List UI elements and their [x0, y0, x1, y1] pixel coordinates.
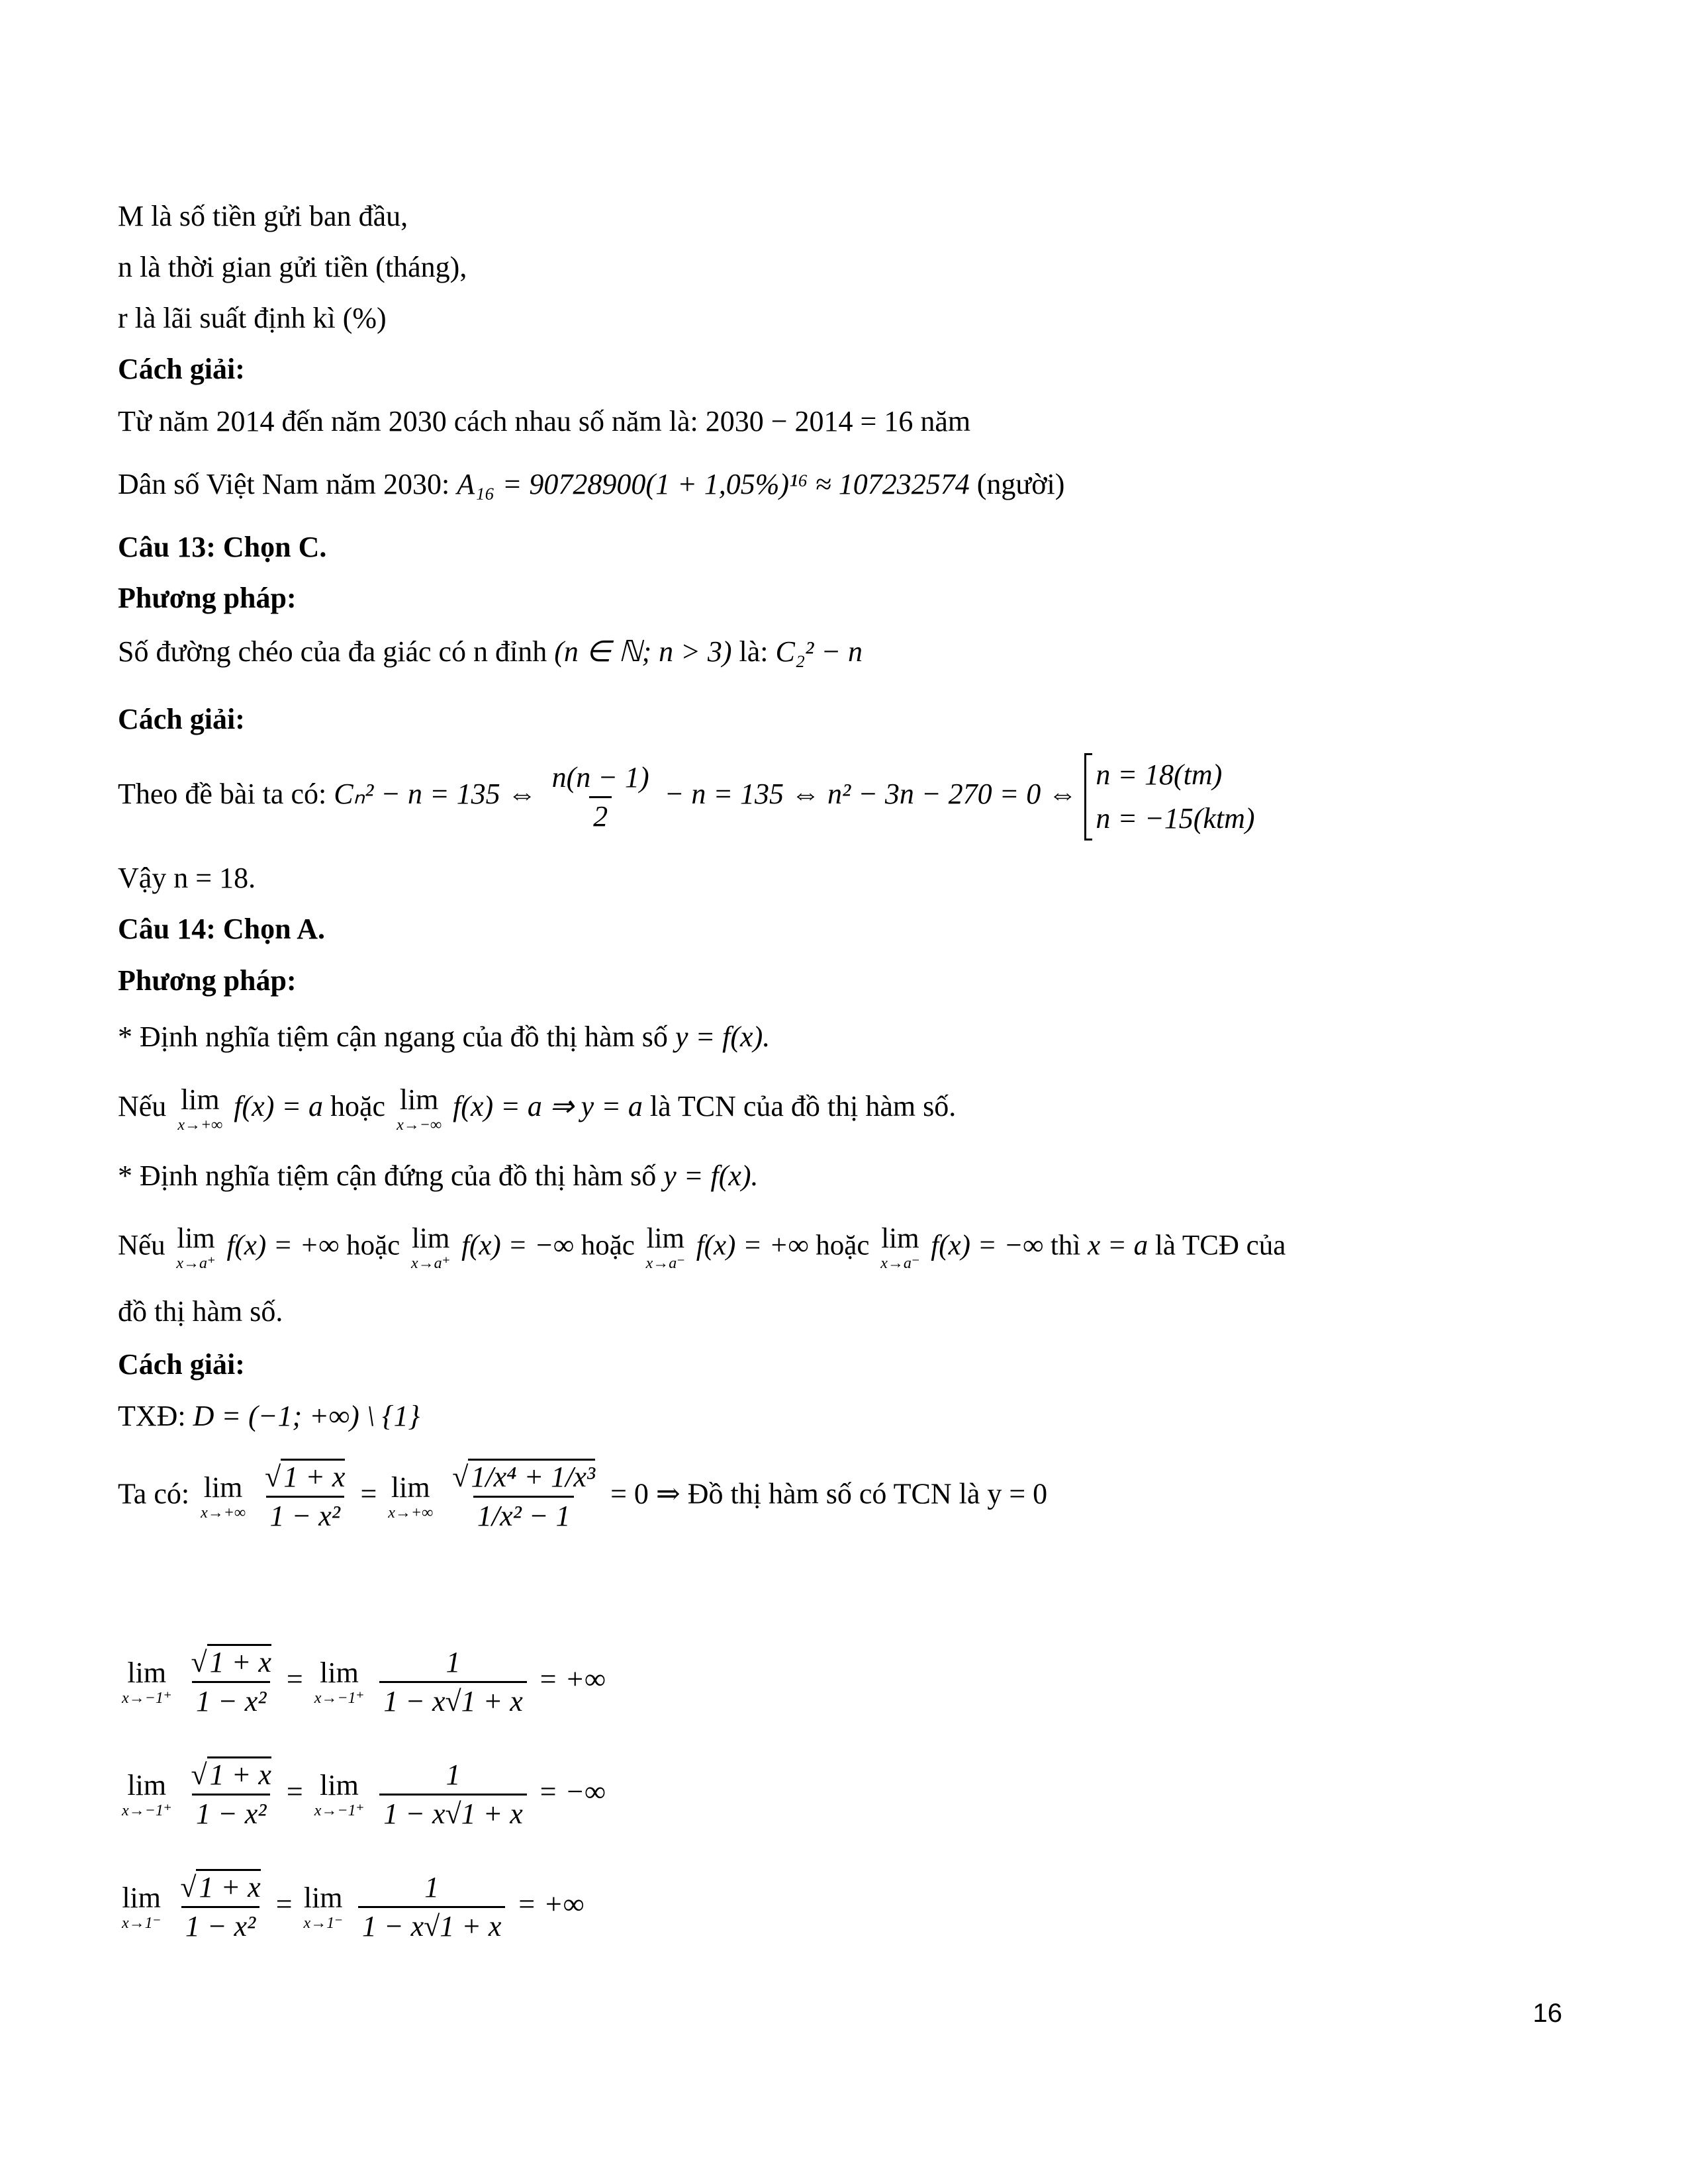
- ta-co-label: Ta có:: [118, 1477, 190, 1510]
- lim-label: lim: [203, 1471, 243, 1504]
- limit-e1-fraction-2: [379, 1648, 527, 1716]
- line-limit-minus1-plus-a: [118, 1648, 606, 1716]
- tcn-f2: f(x) = a ⇒ y = a: [453, 1090, 643, 1123]
- tcd-lim-2: [411, 1224, 450, 1271]
- limit-e3-a: [122, 1881, 162, 1932]
- tcd-hoac-3: hoặc: [816, 1230, 870, 1261]
- lim-label: lim: [399, 1083, 439, 1116]
- lim-label: lim: [127, 1768, 167, 1801]
- heading-cach-giai-3: Cách giải:: [118, 1348, 245, 1381]
- tcn-f1: f(x) = a: [234, 1090, 324, 1123]
- lim-label: lim: [177, 1223, 215, 1254]
- case-2: n = −15(ktm): [1096, 802, 1255, 835]
- heading-phuong-phap-2: Phương pháp:: [118, 964, 297, 997]
- equation-cases: [1084, 753, 1254, 841]
- page-number: 16: [1532, 1999, 1562, 2028]
- years-math: 2030 − 2014 = 16: [705, 405, 914, 437]
- fraction-numerator: √1 + x: [261, 1463, 349, 1496]
- tcn-lim-1: [177, 1085, 222, 1133]
- line-limit-infinity: [118, 1463, 1047, 1531]
- sqrt-content: 1 + x: [281, 1459, 345, 1493]
- limit-e2-a: [122, 1768, 172, 1819]
- line-domain: [118, 1402, 420, 1431]
- limit-inf-result: = 0 ⇒ Đồ thị hàm số có TCN là y = 0: [610, 1477, 1048, 1510]
- fraction-numerator: 1: [424, 1871, 440, 1903]
- diagonals-la: là:: [739, 635, 769, 668]
- lim-sub: x→1⁻: [303, 1914, 343, 1932]
- heading-cau-13: Câu 13: Chọn C.: [118, 531, 327, 563]
- fraction-denominator: 1 − x²: [192, 1681, 270, 1716]
- limit-e1-b: [314, 1656, 365, 1707]
- lim-sub: x→a⁺: [176, 1255, 216, 1272]
- population-text: Dân số Việt Nam năm 2030:: [118, 468, 450, 500]
- lim-label: lim: [320, 1656, 359, 1689]
- lim-label: lim: [881, 1223, 919, 1254]
- tcn-end: là TCN của đồ thị hàm số.: [649, 1090, 957, 1123]
- tcd-lim-1: [176, 1224, 215, 1271]
- tcn-neu: Nếu: [118, 1090, 167, 1123]
- heading-cau-14: Câu 14: Chọn A.: [118, 913, 325, 945]
- line-conclusion-n: Vậy n = 18.: [118, 862, 256, 894]
- fraction-numerator: √1 + x: [176, 1873, 264, 1906]
- limit-inf-fraction-1: [261, 1463, 349, 1531]
- lim-sub: x→−∞: [397, 1116, 442, 1134]
- lim-label: lim: [391, 1471, 430, 1504]
- tcd-f3: f(x) = +∞: [696, 1230, 809, 1261]
- lim-label: lim: [303, 1881, 343, 1914]
- equals-sign: =: [360, 1477, 377, 1510]
- tcd-thi: thì: [1050, 1230, 1081, 1261]
- limit-inf-2: [388, 1473, 433, 1521]
- limit-e3-b: [303, 1881, 343, 1932]
- heading-cach-giai-2: Cách giải:: [118, 703, 245, 735]
- def-tcn-text: * Định nghĩa tiệm cận ngang của đồ thị hàm số: [118, 1021, 668, 1053]
- limit-e1-a: [122, 1656, 172, 1707]
- domain-math: D = (−1; +∞) \ {1}: [193, 1400, 420, 1432]
- fraction-denominator: 1 − x²: [181, 1906, 259, 1941]
- equals-sign: =: [275, 1888, 293, 1921]
- equation-part-a: Cₙ² − n = 135 ⇔: [334, 778, 537, 811]
- lim-label: lim: [122, 1881, 161, 1914]
- lim-label: lim: [320, 1768, 359, 1801]
- limit-e2-fraction-1: [187, 1760, 275, 1829]
- line-equation-solve: [118, 753, 1255, 841]
- equation-part-b: − n = 135 ⇔ n² − 3n − 270 = 0 ⇔: [664, 778, 1078, 811]
- fraction-numerator: √1 + x: [187, 1648, 275, 1681]
- fraction-denominator: 1/x² − 1: [473, 1496, 575, 1531]
- tcd-hoac-1: hoặc: [346, 1230, 400, 1261]
- fraction-denominator: 1 − x√1 + x: [379, 1794, 527, 1829]
- line-tcn-condition: [118, 1085, 956, 1133]
- tcd-end: là TCĐ của: [1154, 1230, 1286, 1261]
- tcd-lim-4: [880, 1224, 919, 1271]
- limit-e2-fraction-2: [379, 1760, 527, 1829]
- sqrt-content: 1 + x: [207, 1644, 271, 1678]
- lim-sub: x→+∞: [177, 1116, 223, 1134]
- tcd-lim-3: [646, 1224, 685, 1271]
- def-tcd-text: * Định nghĩa tiệm cận đứng của đồ thị hàm số: [118, 1160, 657, 1192]
- tcn-hoac: hoặc: [330, 1090, 386, 1123]
- lim-sub: x→a⁻: [645, 1255, 685, 1272]
- lim-label: lim: [180, 1083, 220, 1116]
- line-r-definition: r là lãi suất định kì (%): [118, 302, 387, 334]
- tcd-f2: f(x) = −∞: [461, 1230, 574, 1261]
- lim-label: lim: [646, 1223, 684, 1254]
- tcd-f1: f(x) = +∞: [226, 1230, 340, 1261]
- lim-sub: x→1⁻: [122, 1914, 162, 1932]
- equation-denominator: 2: [589, 796, 612, 831]
- tcd-neu: Nếu: [118, 1230, 165, 1261]
- limit-e3-fraction-2: [358, 1873, 506, 1941]
- lim-sub: x→+∞: [201, 1504, 246, 1522]
- line-n-definition: n là thời gian gửi tiền (tháng),: [118, 251, 467, 283]
- line-def-vertical-asymptote: [118, 1161, 759, 1191]
- sqrt-content: 1/x⁴ + 1/x³: [468, 1459, 595, 1493]
- line-tcd-continued: đồ thị hàm số.: [118, 1295, 283, 1328]
- line-diagonals-formula: [118, 637, 863, 666]
- sqrt-content: 1 + x: [207, 1756, 271, 1791]
- lim-sub: x→−1⁺: [122, 1801, 172, 1819]
- limit-e2-result: = −∞: [538, 1775, 606, 1808]
- lim-label: lim: [411, 1223, 450, 1254]
- tcd-f4: f(x) = −∞: [931, 1230, 1044, 1261]
- fraction-denominator: 1 − x²: [192, 1794, 270, 1829]
- line-limit-1-minus: [118, 1873, 584, 1941]
- heading-cach-giai-1: Cách giải:: [118, 353, 245, 385]
- fraction-denominator: 1 − x²: [266, 1496, 344, 1531]
- fraction-denominator: 1 − x√1 + x: [358, 1906, 506, 1941]
- equation-intro: Theo đề bài ta có:: [118, 778, 327, 811]
- fraction-denominator: 1 − x√1 + x: [379, 1681, 527, 1716]
- population-math: A₁₆ = 90728900(1 + 1,05%)¹⁶ ≈ 107232574: [457, 468, 970, 500]
- limit-inf-1: [201, 1473, 246, 1521]
- limit-e3-result: = +∞: [516, 1888, 585, 1921]
- line-years-difference: [118, 407, 970, 436]
- line-def-horizontal-asymptote: [118, 1023, 770, 1052]
- equation-fraction: [548, 760, 653, 833]
- lim-sub: x→a⁺: [411, 1255, 451, 1272]
- fraction-numerator: 1: [445, 1646, 461, 1678]
- case-1: n = 18(tm): [1096, 758, 1223, 791]
- heading-phuong-phap-1: Phương pháp:: [118, 582, 297, 614]
- diagonals-condition: (n ∈ ℕ; n > 3): [554, 635, 732, 668]
- fraction-numerator: 1: [445, 1758, 461, 1791]
- line-m-definition: M là số tiền gửi ban đầu,: [118, 200, 408, 232]
- line-limit-minus1-plus-b: [118, 1760, 606, 1829]
- tcd-hoac-2: hoặc: [581, 1230, 635, 1261]
- tcd-xa: x = a: [1088, 1230, 1149, 1261]
- limit-inf-fraction-2: [448, 1463, 599, 1531]
- tcn-lim-2: [397, 1085, 442, 1133]
- line-tcd-condition: [118, 1224, 1286, 1271]
- years-unit: năm: [920, 405, 971, 437]
- lim-sub: x→−1⁺: [122, 1689, 172, 1707]
- equation-numerator: n(n − 1): [551, 760, 649, 794]
- lim-sub: x→+∞: [388, 1504, 434, 1522]
- limit-e2-b: [314, 1768, 365, 1819]
- sqrt-content: 1 + x: [196, 1869, 260, 1903]
- def-tcn-math: y = f(x).: [675, 1021, 771, 1053]
- def-tcd-math: y = f(x).: [663, 1160, 759, 1192]
- years-text: Từ năm 2014 đến năm 2030 cách nhau số năm là:: [118, 405, 698, 437]
- lim-sub: x→−1⁺: [314, 1801, 365, 1819]
- equals-sign: =: [286, 1775, 303, 1808]
- population-unit: (người): [976, 468, 1065, 500]
- fraction-numerator: √1/x⁴ + 1/x³: [448, 1463, 599, 1496]
- lim-sub: x→a⁻: [880, 1255, 920, 1272]
- lim-label: lim: [127, 1656, 167, 1689]
- limit-e1-fraction-1: [187, 1648, 275, 1716]
- limit-e3-fraction-1: [176, 1873, 264, 1941]
- domain-label: TXĐ:: [118, 1400, 186, 1432]
- limit-e1-result: = +∞: [538, 1662, 606, 1696]
- diagonals-formula: C₂² − n: [775, 635, 863, 668]
- lim-sub: x→−1⁺: [314, 1689, 365, 1707]
- diagonals-text: Số đường chéo của đa giác có n đỉnh: [118, 635, 547, 668]
- equals-sign: =: [286, 1662, 303, 1696]
- line-population-2030: [118, 470, 1064, 499]
- fraction-numerator: √1 + x: [187, 1760, 275, 1794]
